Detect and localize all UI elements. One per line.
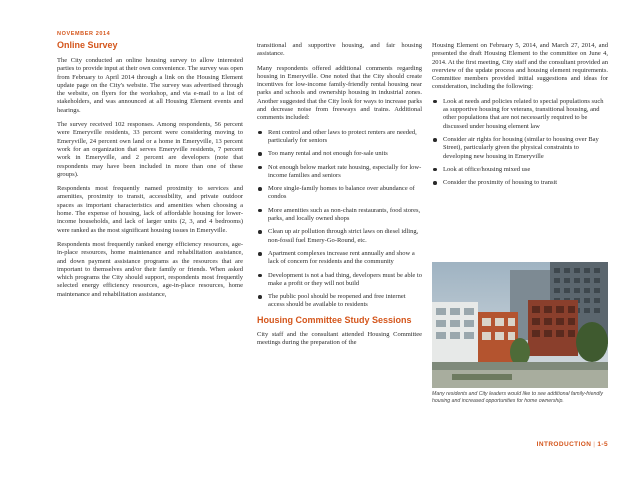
bullet-icon bbox=[258, 295, 262, 299]
list-item-text: The public pool should be reopened and free internet access should be available to residents bbox=[268, 293, 406, 309]
bullet-icon bbox=[433, 181, 437, 185]
bullet-icon bbox=[258, 230, 262, 234]
list-item-text: Consider air rights for housing (similar to housing over Bay Street), particularly given the physical constraints to developing new housing in Emeryville bbox=[443, 135, 599, 160]
bullet-icon bbox=[433, 168, 437, 172]
bullet-icon bbox=[258, 274, 262, 278]
list-item bbox=[432, 136, 608, 161]
list-item bbox=[257, 164, 422, 181]
paragraph: City staff and the consultant attended Housing Committee meetings during the preparation of the bbox=[257, 330, 422, 347]
list-item bbox=[257, 129, 422, 146]
housing-photo bbox=[432, 262, 608, 388]
comments-list bbox=[257, 129, 422, 310]
housing-photo-illustration bbox=[432, 262, 608, 388]
section-title-online-survey: Online Survey bbox=[57, 40, 118, 50]
bullet-icon bbox=[433, 138, 437, 142]
issue-date: NOVEMBER 2014 bbox=[57, 31, 111, 37]
paragraph: transitional and supportive housing, and fair housing assistance. bbox=[257, 42, 422, 58]
bullet-icon bbox=[258, 252, 262, 256]
bullet-icon bbox=[433, 100, 437, 104]
paragraph: The City conducted an online housing survey to allow interested parties to provide input at their own convenience. The survey was open from February to April 2014 through a link on the Housing Element update page on the City's website. The survey was advertised through the website, on flyers for the workshop, and via e-mail to a list of stakeholders, and was announced at all Housing Element events and hearings. bbox=[57, 57, 243, 114]
suggestions-list bbox=[432, 98, 608, 188]
paragraph: Many respondents offered additional comments regarding housing in Emeryville. One noted that the City should create incentives for low-income family-friendly rental housing near parks and schools and ownership housing in industrial zones. Another suggested that the City look for ways to increase parks and decrease noise from freeways and trains. Additional comments included: bbox=[257, 64, 422, 122]
bullet-icon bbox=[258, 166, 262, 170]
list-item-text: Look at needs and policies related to special populations such as supportive housing for veterans, transitional housing, and other populations that are not necessarily required to be discussed under housing element law bbox=[443, 97, 604, 130]
page-number: 1-5 bbox=[597, 441, 608, 448]
column-middle bbox=[257, 42, 422, 353]
list-item bbox=[257, 293, 422, 310]
list-item bbox=[432, 179, 608, 187]
list-item bbox=[257, 272, 422, 289]
list-item-text: Consider the proximity of housing to transit bbox=[443, 179, 558, 187]
footer-separator: | bbox=[593, 441, 596, 448]
column-right bbox=[432, 42, 608, 192]
list-item bbox=[257, 228, 422, 245]
bullet-icon bbox=[258, 187, 262, 191]
list-item bbox=[432, 98, 608, 131]
list-item-text: Too many rental and not enough for-sale units bbox=[268, 150, 388, 158]
list-item-text: Look at office/housing mixed use bbox=[443, 165, 531, 173]
list-item-text: Apartment complexes increase rent annually and show a lack of concern for residents and the community bbox=[268, 249, 415, 266]
list-item-text: Development is not a bad thing, developers must be able to make a profit or they will not build bbox=[268, 271, 422, 287]
list-item bbox=[432, 166, 608, 174]
bullet-icon bbox=[258, 152, 262, 156]
bullet-icon bbox=[258, 131, 262, 135]
footer-section: INTRODUCTION bbox=[536, 441, 592, 448]
list-item bbox=[257, 185, 422, 202]
list-item-text: Clean up air pollution through strict laws on diesel idling, non-fossil fuel Emery-Go-Round, etc. bbox=[268, 228, 419, 244]
paragraph: The survey received 102 responses. Among respondents, 56 percent were Emeryville residents, 33 percent were considering moving to Emeryville, 24 percent own land or a home in Emeryville, 13 percent work for an organization that serves Emeryville residents, 7 percent work in Emeryville, and 2 percent are developers (note that respondents may have been included in more than one of these groups). bbox=[57, 121, 243, 178]
paragraph: Respondents most frequently ranked energy efficiency resources, age-in-place resources, home maintenance and rehabilitation assistance, and down payment assistance programs as the resources that are important to themselves and/or their family or friends. When asked which programs the City should support, respondents most frequently selected energy efficiency resources, age-in-place resources, home maintenance and rehabilitation assistance, bbox=[57, 240, 243, 298]
section-title-housing-committee: Housing Committee Study Sessions bbox=[257, 314, 412, 325]
column-left bbox=[57, 40, 243, 305]
list-item-text: More single-family homes to balance over abundance of condos bbox=[268, 185, 415, 201]
list-item-text: Not enough below market rate housing, especially for low-income families and seniors bbox=[268, 163, 422, 179]
list-item bbox=[257, 250, 422, 267]
paragraph: Respondents most frequently named proximity to services and amenities, proximity to transit, accessibility, and private outdoor spaces as important characteristics and amenities when choosing a home. The expense of housing, lack of affordable housing for lower-income households, and lack of larger units (2, 3, and 4 bedrooms) were ranked as the most significant housing issues in Emeryville. bbox=[57, 185, 243, 234]
list-item bbox=[257, 150, 422, 158]
bullet-icon bbox=[258, 209, 262, 213]
list-item bbox=[257, 207, 422, 224]
list-item-text: Rent control and other laws to protect renters are needed, particularly for seniors bbox=[268, 128, 417, 144]
page-footer bbox=[537, 441, 608, 448]
paragraph: Housing Element on February 5, 2014, and March 27, 2014, and presented the draft Housing Element to the committee on June 4, 2014. At the first meeting, City staff and the consultant provided an overview of the update process and housing element requirements. Committee members provided initial suggestions and ideas for consideration, including the following: bbox=[432, 42, 608, 91]
list-item-text: More amenities such as non-chain restaurants, food stores, parks, and locally owned shops bbox=[268, 206, 421, 223]
photo-caption: Many residents and City leaders would like to see additional family-friendly housing and increased opportunities for home ownership. bbox=[432, 391, 603, 404]
